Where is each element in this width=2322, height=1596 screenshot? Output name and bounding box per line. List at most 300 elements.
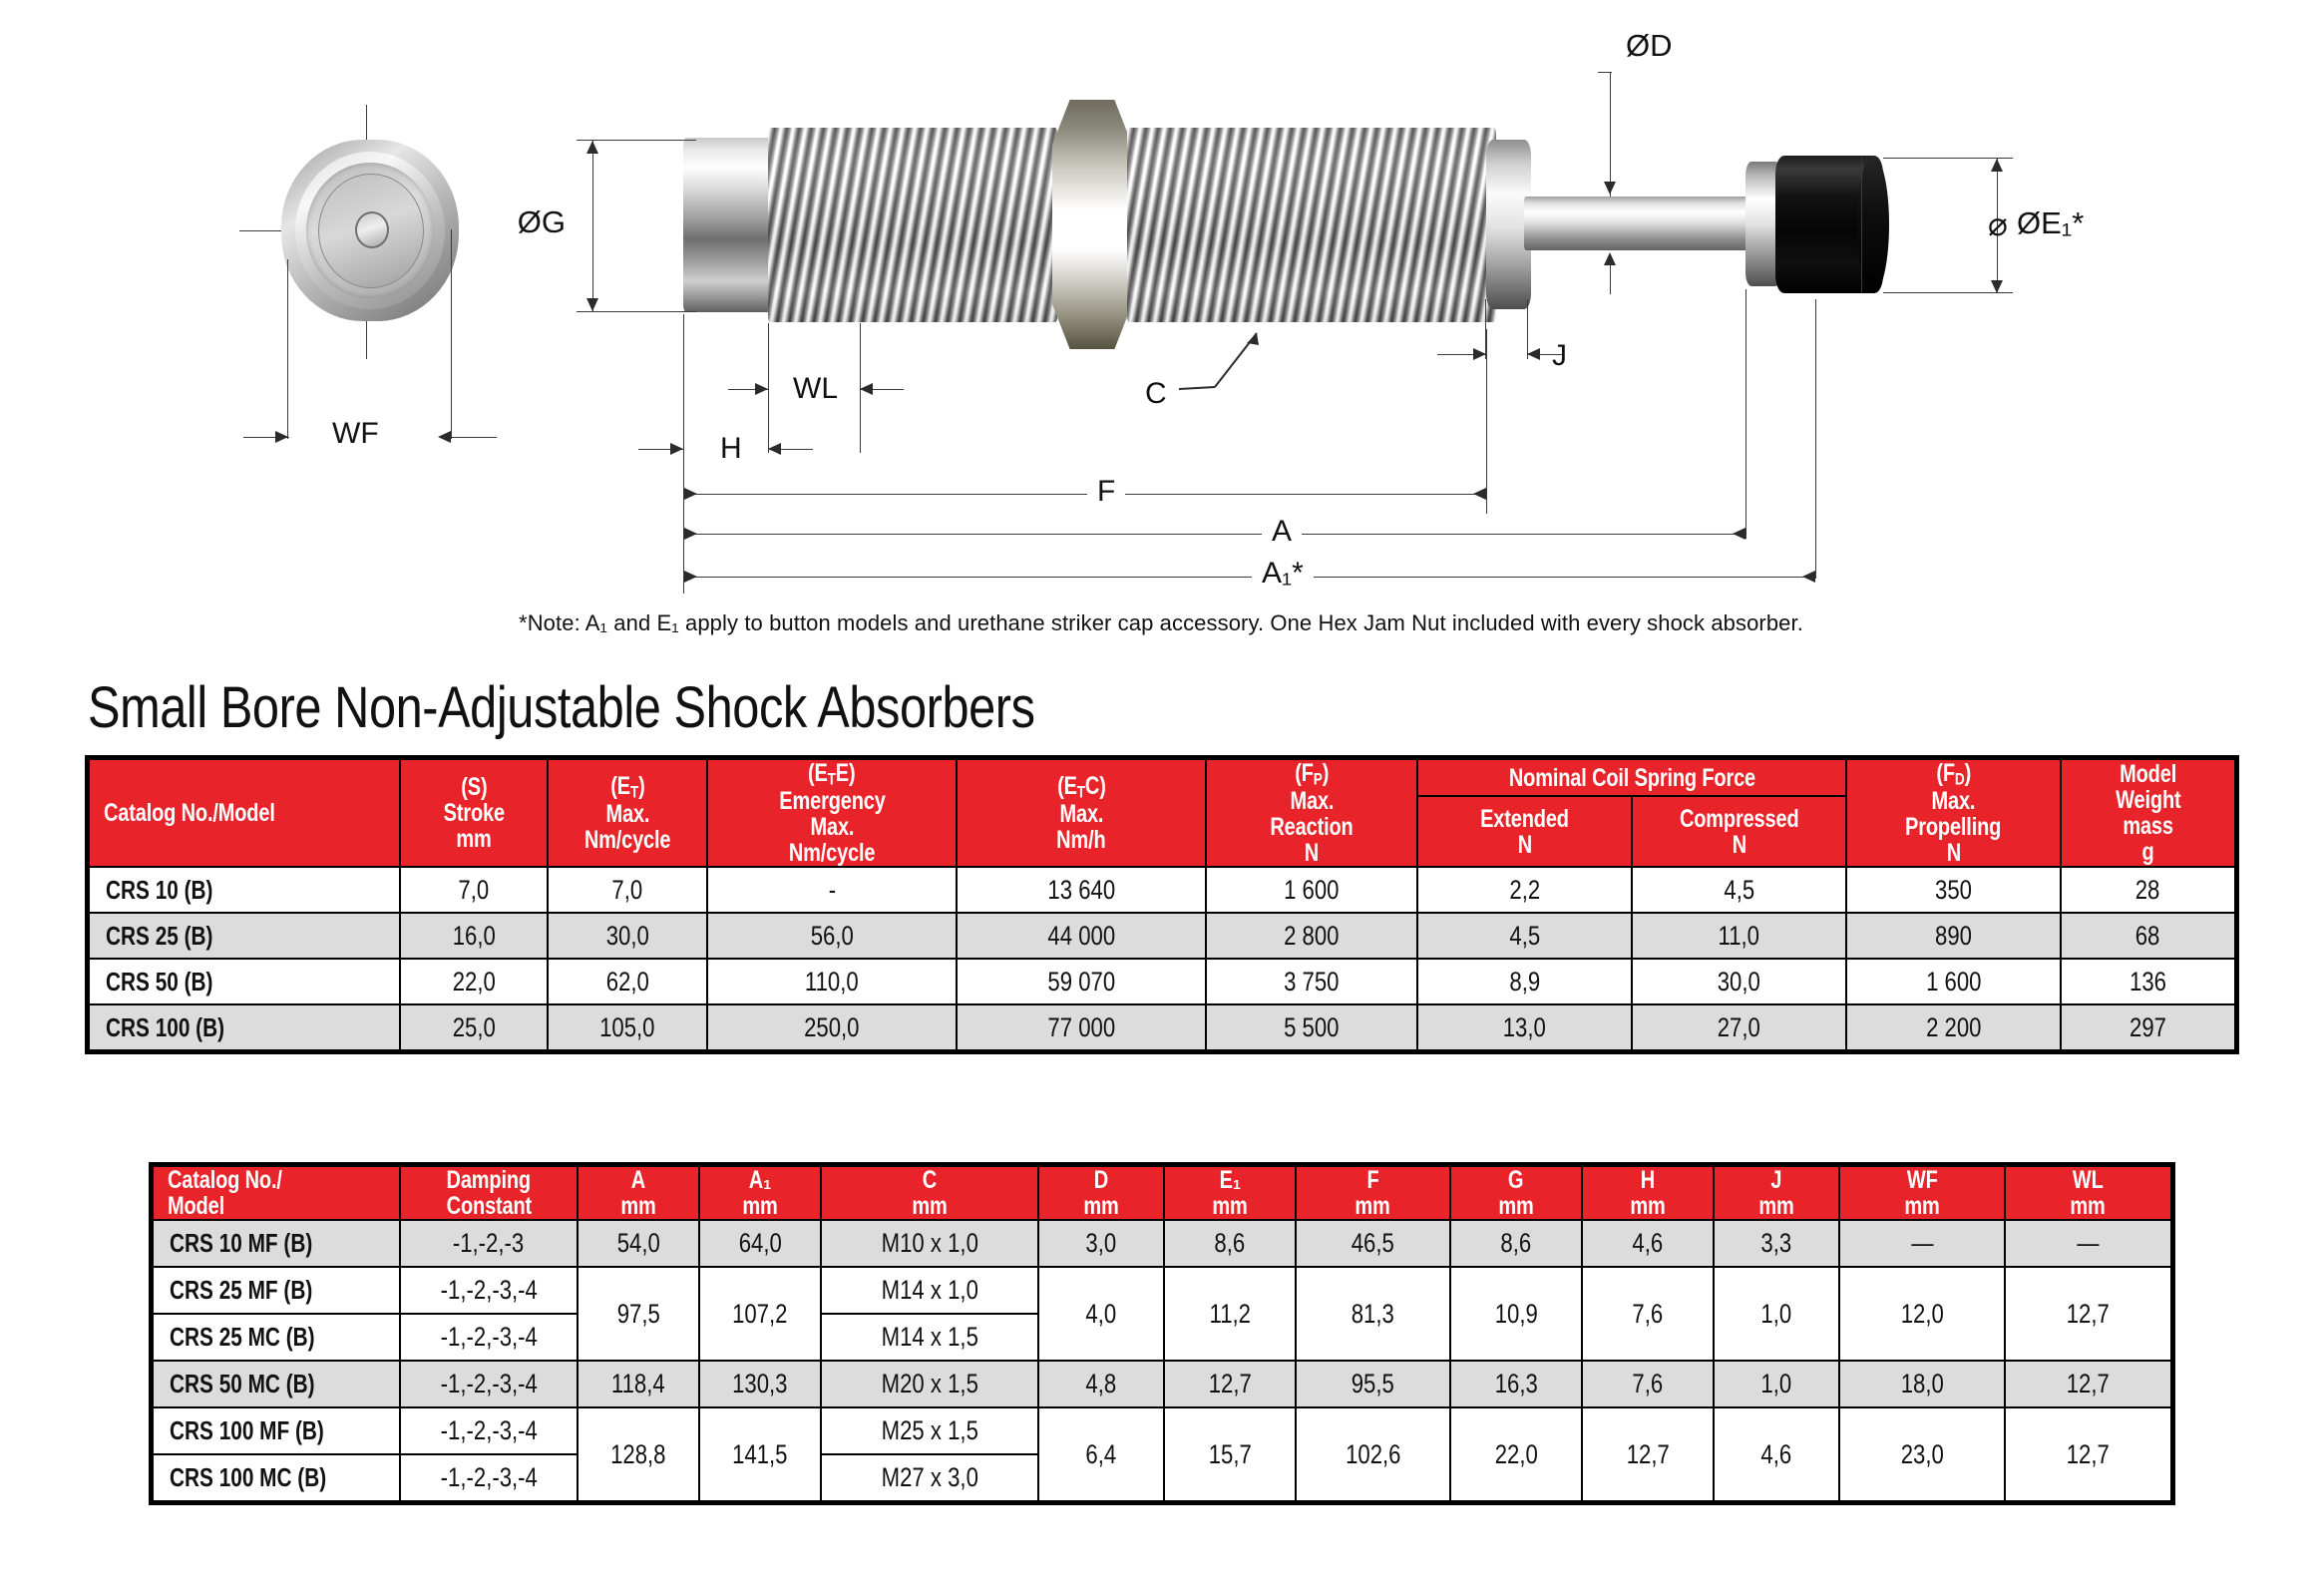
cell-extended (1417, 913, 1632, 959)
cell-model (153, 1220, 400, 1267)
d-leader-vertical (1610, 72, 1611, 197)
cell-fd-text: 2 200 (1925, 1011, 1982, 1042)
th2-model-l2: Model (168, 1192, 224, 1220)
g-ext-bottom (577, 311, 696, 312)
cell-model-text: CRS 25 MF (B) (170, 1275, 313, 1305)
th-fd-code (1936, 760, 1971, 788)
cell-model (153, 1314, 400, 1361)
cell-wf-text: — (1910, 1228, 1934, 1258)
th-etc-l1: Max. (1059, 800, 1103, 829)
cell-g-text: 22,0 (1494, 1438, 1538, 1469)
cell-etc-text: 13 640 (1047, 874, 1115, 905)
th-spring-force-label: Nominal Coil Spring Force (1508, 763, 1755, 792)
cell-d (1038, 1407, 1164, 1501)
th-stroke-code: (S) (460, 773, 488, 802)
cell-extended-text: 4,5 (1509, 920, 1540, 951)
cell-a-text: 54,0 (616, 1228, 660, 1258)
label-a1: A₁* (1252, 557, 1314, 591)
th2-h-unit: mm (1630, 1192, 1666, 1220)
cell-compressed (1632, 867, 1846, 913)
table2-header-row (153, 1166, 2171, 1220)
g-dim-line (592, 140, 593, 311)
cell-c (821, 1454, 1038, 1501)
cell-ete (707, 1004, 957, 1050)
cell-extended-text: 8,9 (1509, 966, 1540, 997)
th2-a1 (699, 1166, 821, 1220)
th2-damping-l2: Constant (446, 1192, 532, 1220)
cell-wf (1839, 1267, 2005, 1361)
th2-d-label: D (1093, 1166, 1109, 1194)
th2-d (1038, 1166, 1164, 1220)
cell-wf (1839, 1220, 2005, 1267)
cell-etc-text: 77 000 (1047, 1011, 1115, 1042)
cell-wl (2005, 1361, 2171, 1407)
cell-etc (957, 867, 1206, 913)
th-compressed-l1: Compressed (1679, 804, 1799, 833)
th-stroke (400, 759, 548, 867)
table2-body (153, 1220, 2171, 1501)
th-weight-l2: Weight (2115, 786, 2181, 815)
performance-specifications-table (88, 758, 2236, 1051)
cell-stroke (400, 867, 548, 913)
cell-d (1038, 1361, 1164, 1407)
cell-e1-text: 12,7 (1208, 1369, 1252, 1398)
th2-model-l1: Catalog No./ (168, 1166, 282, 1194)
cell-f-text: 95,5 (1351, 1369, 1395, 1398)
rod-hole-circle (355, 211, 389, 248)
d-leader-horizontal (1598, 72, 1612, 73)
cell-stroke (400, 959, 548, 1004)
e1-dim-line-inner (1861, 158, 1862, 292)
cell-weight-text: 136 (2129, 966, 2166, 997)
cell-g-text: 10,9 (1494, 1298, 1538, 1329)
th2-wl-unit: mm (2070, 1192, 2107, 1220)
cell-et (548, 1004, 707, 1050)
f-ext-right (1486, 329, 1487, 514)
cell-model (153, 1454, 400, 1501)
th-et-l2: Nm/cycle (583, 826, 671, 855)
cell-compressed-text: 11,0 (1718, 920, 1760, 951)
f-dim-line (683, 494, 1486, 495)
th-fp-l3: N (1304, 839, 1320, 868)
th-catalog-model (89, 759, 400, 867)
cell-wf (1839, 1361, 2005, 1407)
technical-drawing (0, 0, 2322, 658)
cell-fd-text: 890 (1935, 920, 1972, 951)
cell-h-text: 7,6 (1632, 1369, 1664, 1398)
th2-a (578, 1166, 699, 1220)
j-arrowhead-left (1473, 348, 1486, 360)
cell-model-text: CRS 10 MF (B) (170, 1228, 313, 1258)
th2-e1 (1164, 1166, 1296, 1220)
cell-a1-text: 141,5 (732, 1438, 788, 1469)
cell-f (1296, 1407, 1450, 1501)
cell-model-text: CRS 50 (B) (106, 966, 213, 997)
cell-model (153, 1267, 400, 1314)
a-arrow-right (1733, 528, 1745, 540)
th-weight-l3: mass (2123, 812, 2173, 841)
cell-d-text: 3,0 (1085, 1228, 1117, 1258)
th2-c-unit: mm (912, 1192, 948, 1220)
cell-j-text: 1,0 (1760, 1369, 1792, 1398)
cell-d-text: 6,4 (1085, 1438, 1117, 1469)
th2-damping-constant (400, 1166, 578, 1220)
f-arrow-left (684, 488, 697, 500)
dimensions-table (152, 1165, 2172, 1502)
th2-a1-label: A₁ (748, 1166, 772, 1194)
cell-damping-text: -1,-2,-3 (453, 1228, 525, 1258)
cell-damping (400, 1361, 578, 1407)
cell-j-text: 1,0 (1760, 1298, 1792, 1329)
th-weight-l4: g (2141, 838, 2154, 867)
wl-ext-left (768, 323, 769, 453)
cell-damping-text: -1,-2,-3,-4 (440, 1415, 538, 1445)
th2-e1-label: E₁ (1219, 1166, 1241, 1194)
th-ete-sub: T (827, 769, 837, 789)
cell-wl-text: — (2077, 1228, 2100, 1258)
th2-h-label: H (1640, 1166, 1656, 1194)
cell-a1-text: 107,2 (732, 1298, 788, 1329)
th-extended (1417, 796, 1632, 867)
cell-f (1296, 1267, 1450, 1361)
piston-rod (1524, 197, 1753, 250)
a1-arrow-right (1802, 571, 1815, 583)
cell-c-text: M14 x 1,0 (881, 1275, 978, 1305)
cell-compressed-text: 27,0 (1717, 1011, 1761, 1042)
cell-fd (1846, 1004, 2061, 1050)
label-a: A (1262, 515, 1302, 549)
th2-wl-label: WL (2073, 1166, 2104, 1194)
th2-f-label: F (1366, 1166, 1379, 1194)
th-fd-code-open: (F (1936, 759, 1955, 787)
cell-ete (707, 913, 957, 959)
wf-ext-right (451, 229, 452, 439)
cell-a (578, 1407, 699, 1501)
cell-weight (2061, 1004, 2235, 1050)
wl-arrowhead-left (755, 383, 768, 395)
cell-e1 (1164, 1361, 1296, 1407)
cell-j (1714, 1220, 1839, 1267)
cell-compressed-text: 4,5 (1724, 874, 1754, 905)
th-weight-l1: Model (2120, 760, 2177, 789)
cell-fd (1846, 913, 2061, 959)
cell-e1 (1164, 1267, 1296, 1361)
table1-header-row-1 (89, 759, 2235, 796)
cell-etc (957, 1004, 1206, 1050)
th-fp (1206, 759, 1417, 867)
cell-h (1582, 1267, 1714, 1361)
th-et-code (610, 773, 644, 801)
a-ext-right (1745, 289, 1746, 539)
cell-g (1450, 1220, 1582, 1267)
th-etc-l2: Nm/h (1056, 826, 1106, 855)
cell-c-text: M10 x 1,0 (881, 1228, 978, 1258)
cell-extended (1417, 1004, 1632, 1050)
cell-wl-text: 12,7 (2066, 1369, 2111, 1398)
cell-h-text: 7,6 (1632, 1298, 1664, 1329)
cell-compressed (1632, 959, 1846, 1004)
wl-arrowhead-right (860, 383, 873, 395)
th2-a1-unit: mm (742, 1192, 778, 1220)
th-stroke-l2: mm (456, 825, 492, 854)
label-diameter-d: ØD (1626, 28, 1673, 63)
cell-j (1714, 1407, 1839, 1501)
cell-h-text: 12,7 (1626, 1438, 1670, 1469)
a1-dim-line (683, 577, 1815, 578)
cell-a-text: 128,8 (610, 1438, 666, 1469)
cell-c (821, 1407, 1038, 1454)
th-et-l1: Max. (605, 800, 649, 829)
cell-wf-text: 23,0 (1900, 1438, 1944, 1469)
h-arrowhead-left (670, 443, 683, 455)
table-row (153, 1407, 2171, 1454)
th2-g-unit: mm (1498, 1192, 1534, 1220)
th-fp-code (1295, 760, 1329, 788)
cell-stroke-text: 7,0 (458, 874, 490, 905)
c-leader-line (1167, 329, 1287, 399)
cell-ete-text: - (828, 874, 836, 905)
cell-et (548, 913, 707, 959)
cell-fd-text: 1 600 (1925, 966, 1982, 997)
th-compressed-l2: N (1732, 830, 1746, 859)
cell-model-text: CRS 100 MF (B) (170, 1415, 324, 1445)
th-fp-l1: Max. (1290, 787, 1334, 816)
th-et-sub: T (629, 782, 638, 802)
cell-c (821, 1314, 1038, 1361)
th2-a-label: A (630, 1166, 646, 1194)
th2-g-label: G (1508, 1166, 1524, 1194)
cell-damping-text: -1,-2,-3,-4 (440, 1462, 538, 1492)
cell-damping (400, 1407, 578, 1454)
hex-jam-nut (1052, 100, 1132, 349)
th-etc-code-close: C) (1084, 772, 1106, 800)
a1-ext-right (1815, 299, 1816, 579)
cell-ete (707, 959, 957, 1004)
cell-fp (1206, 1004, 1417, 1050)
th-et-code-close: ) (637, 772, 645, 800)
cell-a (578, 1267, 699, 1361)
cell-compressed (1632, 913, 1846, 959)
th-fd-l2: Propelling (1905, 813, 2002, 842)
th-compressed (1632, 796, 1846, 867)
cell-j (1714, 1267, 1839, 1361)
cell-et (548, 867, 707, 913)
label-wf: WF (332, 417, 379, 450)
cell-weight (2061, 913, 2235, 959)
cell-etc (957, 913, 1206, 959)
cell-c (821, 1267, 1038, 1314)
cell-ete-text: 56,0 (810, 920, 854, 951)
th-et (548, 759, 707, 867)
th2-h (1582, 1166, 1714, 1220)
cell-model (89, 1004, 400, 1050)
cell-model (89, 867, 400, 913)
footnote: *Note: A₁ and E₁ apply to button models and urethane striker cap accessory. One Hex Jam Nut included with every shock absorber. (519, 610, 1803, 635)
cell-e1-text: 15,7 (1208, 1438, 1252, 1469)
cell-extended (1417, 867, 1632, 913)
th-ete-code (808, 760, 856, 788)
table-row (153, 1361, 2171, 1407)
cell-fp-text: 3 750 (1284, 966, 1340, 997)
barrel-plain-end (683, 138, 778, 312)
a-arrow-left (684, 528, 697, 540)
table1-body (89, 867, 2235, 1050)
cell-e1-text: 8,6 (1214, 1228, 1246, 1258)
diameter-symbol-e1: ⌀ (1988, 205, 2008, 242)
page-title: Small Bore Non-Adjustable Shock Absorbers (88, 675, 1035, 740)
cell-model (89, 959, 400, 1004)
cell-ete (707, 867, 957, 913)
g-arrow-bottom (586, 298, 598, 311)
cell-c-text: M14 x 1,5 (881, 1322, 978, 1352)
cell-c-text: M25 x 1,5 (881, 1415, 978, 1445)
th-etc-sub: T (1076, 782, 1085, 802)
cell-h (1582, 1220, 1714, 1267)
th-etc (957, 759, 1206, 867)
th-extended-l2: N (1517, 830, 1532, 859)
cell-h-text: 4,6 (1632, 1228, 1664, 1258)
cell-wl (2005, 1267, 2171, 1361)
th-ete-l0: Emergency (778, 787, 886, 816)
th2-j (1714, 1166, 1839, 1220)
th2-wf-label: WF (1906, 1166, 1938, 1194)
cell-f (1296, 1220, 1450, 1267)
cell-fp-text: 2 800 (1284, 920, 1340, 951)
wf-arrow-line-right (451, 437, 497, 438)
cell-damping-text: -1,-2,-3,-4 (440, 1322, 538, 1352)
thread-section-body (1127, 128, 1496, 322)
cell-et-text: 105,0 (599, 1011, 655, 1042)
cell-extended-text: 13,0 (1502, 1011, 1547, 1042)
a1-ext-left (683, 534, 684, 594)
cell-d-text: 4,0 (1085, 1298, 1117, 1329)
cell-extended-text: 2,2 (1509, 874, 1540, 905)
cell-g-text: 8,6 (1500, 1228, 1532, 1258)
th-et-code-open: (E (609, 772, 630, 800)
cell-model (89, 913, 400, 959)
cell-extended (1417, 959, 1632, 1004)
cell-stroke-text: 22,0 (452, 966, 496, 997)
label-diameter-g: ØG (517, 204, 566, 239)
cell-c-text: M27 x 3,0 (881, 1462, 978, 1492)
cell-fp (1206, 913, 1417, 959)
th-ete-l1: Max. (810, 813, 854, 842)
cell-a1 (699, 1220, 821, 1267)
cell-model (153, 1407, 400, 1454)
cell-h (1582, 1361, 1714, 1407)
table-row (153, 1220, 2171, 1267)
e1-arrow-top (1991, 159, 2003, 172)
th2-catalog-model (153, 1166, 400, 1220)
wf-arrowhead-left (275, 431, 288, 443)
label-c: C (1145, 377, 1167, 410)
cell-damping-text: -1,-2,-3,-4 (440, 1275, 538, 1305)
cell-a1-text: 130,3 (732, 1369, 788, 1398)
cell-model-text: CRS 25 MC (B) (170, 1322, 315, 1352)
th-extended-l1: Extended (1480, 804, 1569, 833)
cell-a1 (699, 1267, 821, 1361)
table-row (153, 1267, 2171, 1314)
cell-damping-text: -1,-2,-3,-4 (440, 1369, 538, 1398)
h-arrowhead-right (768, 443, 781, 455)
cell-g (1450, 1407, 1582, 1501)
th2-j-unit: mm (1758, 1192, 1794, 1220)
cell-fd (1846, 959, 2061, 1004)
cell-damping (400, 1220, 578, 1267)
cell-ete-text: 110,0 (805, 966, 859, 997)
cell-fp-text: 5 500 (1284, 1011, 1340, 1042)
th2-e1-unit: mm (1212, 1192, 1248, 1220)
cell-e1-text: 11,2 (1209, 1298, 1251, 1329)
cell-wf-text: 18,0 (1900, 1369, 1944, 1398)
th2-f-unit: mm (1354, 1192, 1391, 1220)
label-h: H (720, 432, 742, 465)
cell-model-text: CRS 10 (B) (106, 874, 213, 905)
cell-f-text: 46,5 (1351, 1228, 1395, 1258)
cell-j-text: 3,3 (1760, 1228, 1792, 1258)
thread-section-front (768, 128, 1057, 322)
cell-a-text: 97,5 (616, 1298, 660, 1329)
th-fp-code-close: ) (1322, 759, 1329, 787)
th-ete-code-close: E) (836, 759, 856, 787)
cell-fd (1846, 867, 2061, 913)
label-j: J (1552, 339, 1567, 372)
cell-c-text: M20 x 1,5 (881, 1369, 978, 1398)
label-wl: WL (793, 372, 838, 405)
cell-a (578, 1361, 699, 1407)
th2-d-unit: mm (1083, 1192, 1119, 1220)
label-f: F (1087, 475, 1125, 509)
cell-fp (1206, 867, 1417, 913)
cell-fp-text: 1 600 (1284, 874, 1340, 905)
cell-f-text: 81,3 (1351, 1298, 1395, 1329)
cell-f-text: 102,6 (1345, 1438, 1401, 1469)
cell-model-text: CRS 25 (B) (106, 920, 213, 951)
cell-d-text: 4,8 (1085, 1369, 1117, 1398)
table-row (89, 959, 2235, 1004)
cell-j-text: 4,6 (1760, 1438, 1792, 1469)
cell-e1 (1164, 1407, 1296, 1501)
wf-arrowhead-right (438, 431, 451, 443)
cell-ete-text: 250,0 (804, 1011, 860, 1042)
th2-wf (1839, 1166, 2005, 1220)
th-catalog-model-label: Catalog No./Model (104, 799, 275, 828)
e1-arrow-bottom (1991, 280, 2003, 293)
th-ete-code-open: (E (808, 759, 828, 787)
th2-damping-l1: Damping (446, 1166, 532, 1194)
label-diameter-e1: ØE₁* (2017, 205, 2085, 240)
cell-model-text: CRS 100 MC (B) (170, 1462, 327, 1492)
cell-weight-text: 28 (2135, 874, 2160, 905)
cell-model (153, 1361, 400, 1407)
th2-wl (2005, 1166, 2171, 1220)
th-fp-sub: P (1313, 769, 1323, 789)
cell-stroke (400, 913, 548, 959)
cell-weight-text: 68 (2135, 920, 2160, 951)
a-dim-line (683, 534, 1745, 535)
th-etc-code-open: (E (1056, 772, 1077, 800)
cell-wf-text: 12,0 (1900, 1298, 1944, 1329)
cell-wl (2005, 1407, 2171, 1501)
cell-d (1038, 1220, 1164, 1267)
g-arrow-top (586, 141, 598, 154)
cell-weight (2061, 867, 2235, 913)
f-arrow-right (1473, 488, 1486, 500)
cell-model-text: CRS 50 MC (B) (170, 1369, 315, 1398)
cell-et-text: 7,0 (611, 874, 643, 905)
cell-stroke (400, 1004, 548, 1050)
cell-model-text: CRS 100 (B) (106, 1011, 225, 1042)
